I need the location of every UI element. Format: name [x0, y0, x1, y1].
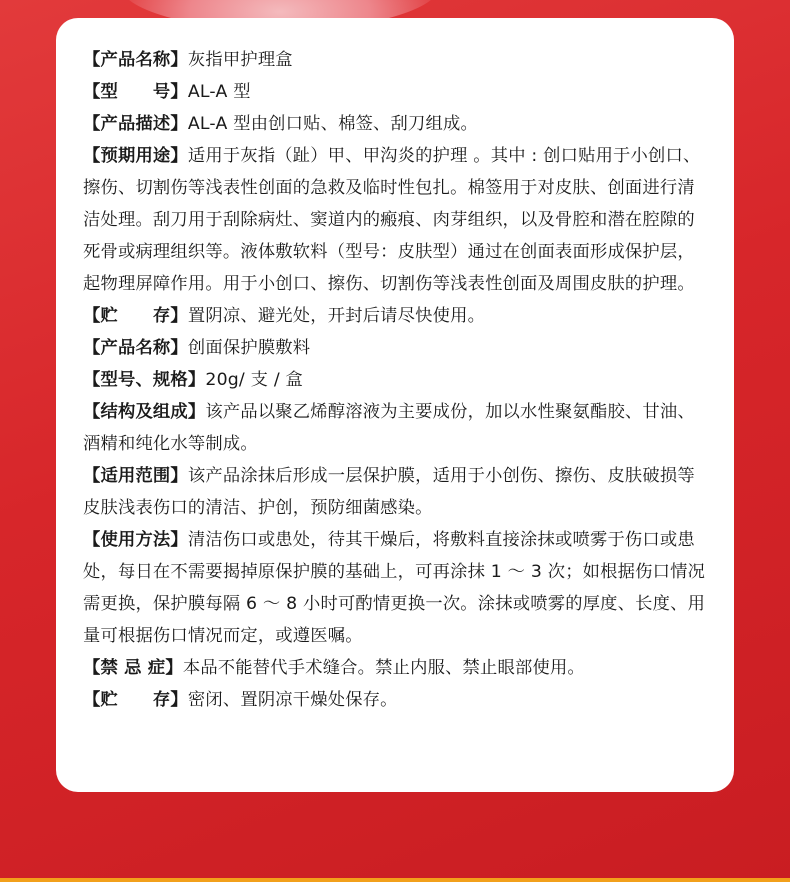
section-text: 密闭、置阴凉干燥处保存。: [187, 690, 398, 710]
section-text: 适用于灰指（趾）甲、甲沟炎的护理 。其中 : 创口贴用于小创口、擦伤、切割伤等浅表性创面的急救及临时性包扎。棉签用于对皮肤、创面进行清洁处理。刮刀用于刮除病灶、窦道内的瘢痕、肉芽组织，以及骨腔和潜在腔隙的死骨或病理组织等。液体敷软料（型号：皮肤型）通过在创面表面形成保护层，起物理屏障作用。用于小创口、擦伤、切割伤等浅表性创面及周围皮肤的护理。: [83, 146, 701, 294]
section-text: 20g/ 支 / 盒: [205, 370, 304, 390]
section-label: 【预期用途】: [83, 146, 188, 166]
section-model-spec: [83, 364, 710, 396]
section-text: 创面保护膜敷料: [187, 338, 311, 358]
section-label: 【使用方法】: [83, 530, 188, 550]
section-usage: [83, 524, 710, 652]
section-scope: [83, 460, 710, 524]
section-text: AL-A 型由创口贴、棉签、刮刀组成。: [187, 114, 478, 134]
bottom-accent-stripe: [0, 878, 790, 882]
section-storage-1: [83, 300, 710, 332]
section-intended-use: [83, 140, 710, 300]
section-text: AL-A 型: [187, 82, 251, 102]
section-label: 【结构及组成】: [83, 402, 206, 422]
section-text: 本品不能替代手术缝合。禁止内服、禁止眼部使用。: [182, 658, 585, 678]
product-info-card: [56, 18, 734, 792]
section-label: 【适用范围】: [83, 466, 188, 486]
section-label: 【型 号】: [83, 82, 188, 102]
section-label: 【产品名称】: [83, 338, 188, 358]
section-text: 置阴凉、避光处，开封后请尽快使用。: [187, 306, 486, 326]
section-label: 【贮 存】: [83, 306, 188, 326]
section-label: 【产品描述】: [83, 114, 188, 134]
section-text: 灰指甲护理盒: [187, 50, 293, 70]
section-text: 清洁伤口或患处，待其干燥后，将敷料直接涂抹或喷雾于伤口或患处，每日在不需要揭掉原保护膜的基础上，可再涂抹 1 ～ 3 次；如根据伤口情况需更换，保护膜每隔 6 ～ 8 小时可酌情更换一次。涂抹或喷雾的厚度、长度、用量可根据伤口情况而定，或遵医嘱。: [83, 530, 706, 646]
section-model-1: [83, 76, 710, 108]
section-description: [83, 108, 710, 140]
section-storage-2: [83, 684, 710, 716]
section-contraindications: [83, 652, 710, 684]
section-product-name-1: [83, 44, 710, 76]
section-label: 【贮 存】: [83, 690, 188, 710]
section-text: 该产品以聚乙烯醇溶液为主要成份，加以水性聚氨酯胶、甘油、酒精和纯化水等制成。: [83, 402, 695, 454]
section-product-name-2: [83, 332, 710, 364]
section-label: 【产品名称】: [83, 50, 188, 70]
section-label: 【禁 忌 症】: [83, 658, 183, 678]
section-composition: [83, 396, 710, 460]
section-label: 【型号、规格】: [83, 370, 206, 390]
section-text: 该产品涂抹后形成一层保护膜，适用于小创伤、擦伤、皮肤破损等皮肤浅表伤口的清洁、护创，预防细菌感染。: [83, 466, 695, 518]
